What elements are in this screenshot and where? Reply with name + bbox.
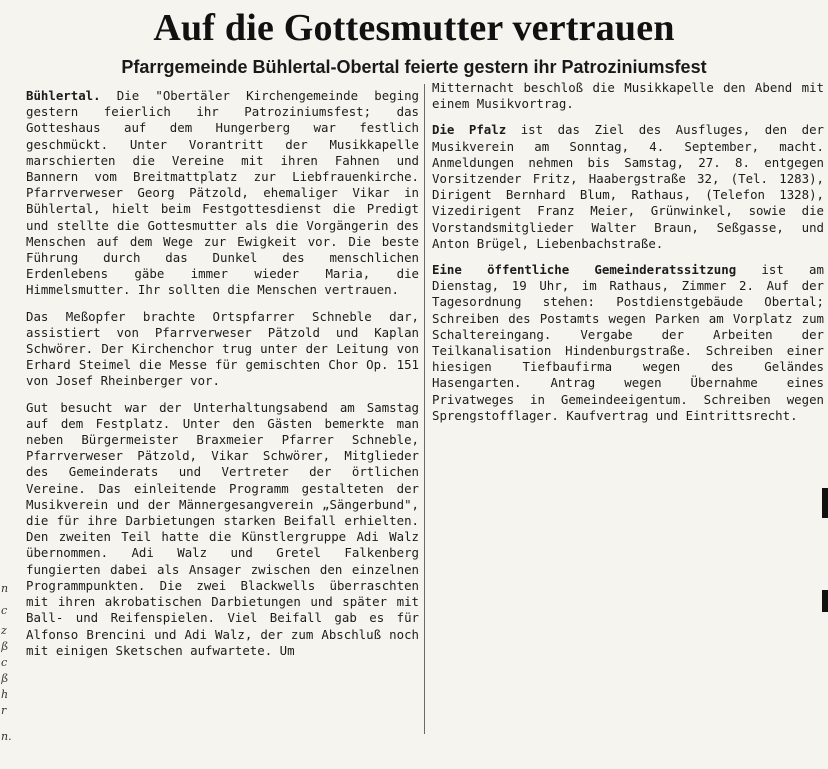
paragraph [432,262,824,424]
paragraph-text: Das Meßopfer brachte Ortspfarrer Schneble dar, assistiert von Pfarrverweser Pätzold und Kaplan Schwörer. Der Kirchenchor trug unter der Leitung von Erhard Steimel die Messe für gemischten Chor Op. 151 von Josef Rheinberger vor. [26,308,419,389]
column-divider [424,84,425,734]
paragraph-lead: Eine öffentliche Gemeinderatssitzung [432,262,737,278]
left-edge-fragments [0,84,12,744]
edge-fragment: ß [1,672,9,685]
paragraph-text: Gut besucht war der Unterhaltungsabend am Samstag auf dem Festplatz. Unter den Gästen bemerkte man neben Bürgermeister Braxmeier Pfarrer Schneble, Pfarrverweser Pätzold, Vikar Schwörer, Mitglieder des Gemeinderats und Vertreter der örtlichen Vereine. Das einleitende Programm gestalteten der Musikverein und der Männergesangverein „Sängerbund", die für ihre Darbietungen starken Beifall erhielten. Den zweiten Teil hatte die Künstlergruppe Adi Walz übernommen. Adi Walz und Gretel Falkenberg fungierten dabei als Ansager zwischen den einzelnen Programmpunkten. Die zwei Blackwells überraschten mit ihren akrobatischen Darbietungen und später mit Ball- und Reifenspielen. Viel Beifall gab es für Alfonso Brencini und Adi Walz, der zum Abschluß noch mit einigen Sketschen aufwartete. Um [26,399,419,658]
edge-fragment: c [1,604,8,617]
column-right [432,80,824,434]
column-left [26,88,419,669]
edge-fragment: h [1,688,9,701]
paragraph [26,309,419,390]
subheadline: Pfarrgemeinde Bühlertal-Obertal feierte gestern ihr Patroziniumsfest [121,57,707,77]
paragraph-text: ist am Dienstag, 19 Uhr, im Rathaus, Zimmer 2. Auf der Tagesordnung stehen: Postdienstgebäude Obertal; Schreiben des Postamts wegen Parken am Vorplatz zum Schaltereingang. Vergabe der Arbeiten der Teilkanalisation Hindenburgstraße. Schreiben einer hiesigen Tiefbaufirma wegen des Geländes Hasengarten. Antrag wegen Übernahme eines Privatweges in Gemeindeeigentum. Schreiben wegen Sprengstofflager. Kaufvertrag und Eintrittsrecht. [432,262,824,423]
paragraph-lead: Die Pfalz [432,122,507,138]
edge-fragment: n. [1,730,12,743]
edge-fragment: n [1,582,9,595]
paragraph-lead: Bühlertal. [26,88,101,103]
right-edge-mark [822,590,828,612]
edge-fragment: z [1,624,7,637]
headline: Auf die Gottesmutter vertrauen [153,7,675,49]
paragraph-text: ist das Ziel des Ausfluges, den der Musikverein am Sonntag, 4. September, macht. Anmeldungen nehmen bis Samstag, 27. 8. entgegen Vorsitzender Fritz, Haabergstraße 32, (Tel. 1283), Dirigent Bernhard Blum, Rathaus, (Telefon 1328), Vizedirigent Franz Meier, Grünwinkel, sowie die Vorstandsmitglieder Walter Braun, Seßgasse, und Anton Brügel, Liebenbachstraße. [432,122,825,251]
right-edge-mark [822,488,828,518]
edge-fragment: r [1,704,7,717]
paragraph [432,80,824,112]
paragraph-text: Die "Obertäler Kirchengemeinde beging gestern feierlich ihr Patroziniumsfest; das Gotteshaus auf dem Hungerberg war festlich geschmückt. Unter Vorantritt der Musikkapelle marschierten die Vereine mit ihren Fahnen und Bannern vom Breitmattplatz zur Liebfrauenkirche. Pfarrverweser Georg Pätzold, ehemaliger Vikar in Bühlertal, hielt beim Festgottesdienst die Predigt und stellte die Gottesmutter als die Vorgängerin des Menschen auf dem Wege zur Ewigkeit vor. Die beste Führung durch das Dunkel des menschlichen Erdenlebens gäbe immer wieder Maria, die Himmelsmutter. Ihr sollten die Menschen vertrauen. [26,88,419,298]
paragraph [26,400,419,659]
paragraph [432,122,824,252]
edge-fragment: c [1,656,8,669]
paragraph [26,88,419,299]
paragraph-text: Mitternacht beschloß die Musikkapelle den Abend mit einem Musikvortrag. [432,80,824,112]
edge-fragment: ß [1,640,9,653]
